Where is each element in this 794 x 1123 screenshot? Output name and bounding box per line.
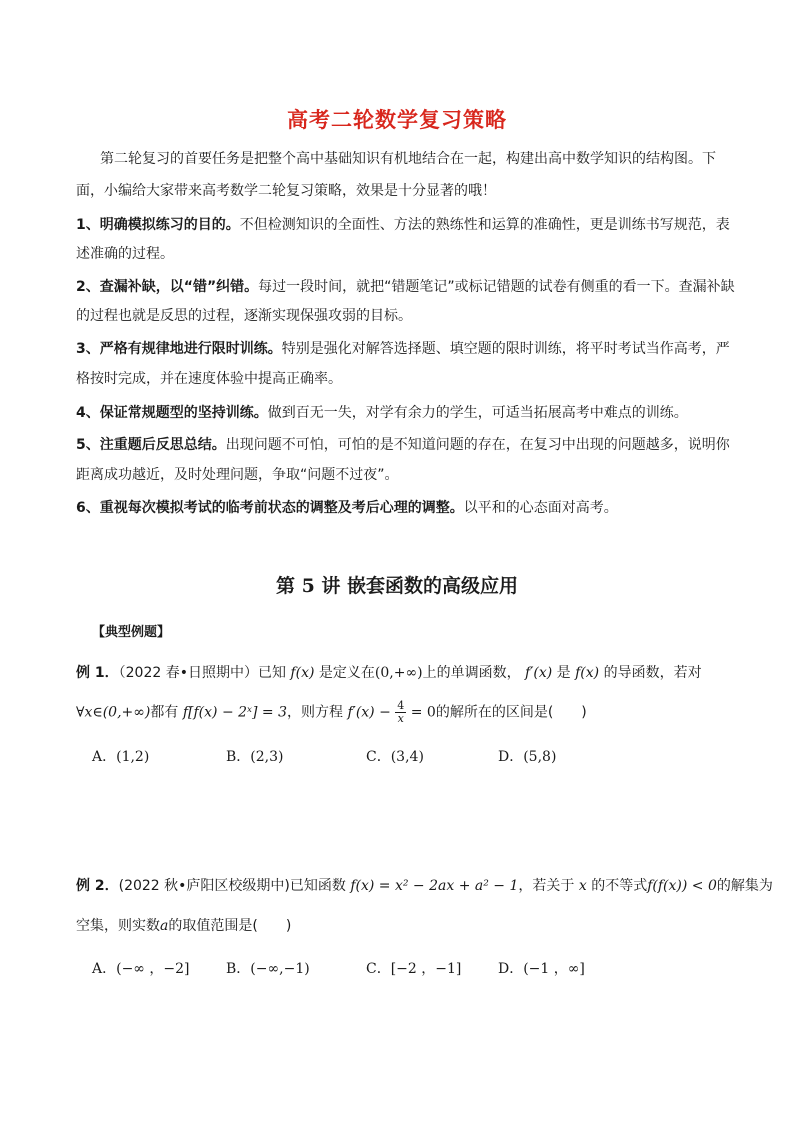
example-1-text: 的导函数，若对 — [603, 665, 702, 681]
example-1-text: 已知 — [257, 665, 286, 681]
example-2-line-1 — [76, 875, 773, 895]
example-2-text: 的不等式 — [591, 878, 648, 894]
example-1-fraction — [395, 700, 406, 725]
tip-5-lead: 5、注重题后反思总结。 — [76, 437, 226, 453]
tip-4-lead: 4、保证常规题型的坚持训练。 — [76, 405, 268, 421]
example-1-text: 上的单调函数， — [422, 665, 521, 681]
example-1-domain: (0,+∞) — [374, 665, 423, 681]
example-2-text: 的解集为 — [716, 878, 773, 894]
tip-2-text: 每过一段时间，就把“错题笔记”或标记错题的试卷有侧重的看一下。查漏补缺 — [258, 279, 735, 295]
tip-1-text: 不但检测知识的全面性、方法的熟练性和运算的准确性，更是训练书写规范，表 — [239, 217, 730, 233]
example-1-text: 都有 — [150, 704, 179, 721]
tip-5-line-2: 距离成功越近，及时处理问题，争取“问题不过夜”。 — [76, 467, 399, 483]
example-1-option-a: A．(1,2) — [92, 749, 150, 765]
example-2-function: f(x) = x² − 2ax + a² − 1 — [350, 878, 519, 894]
tip-3-line-1 — [76, 338, 730, 358]
tip-1-lead: 1、明确模拟练习的目的。 — [76, 217, 240, 233]
example-1-text: 是定义在 — [318, 665, 375, 681]
tip-4-text: 做到百无一失，对学有余力的学生，可适当拓展高考中难点的训练。 — [267, 405, 688, 421]
tip-3-line-2: 格按时完成，并在速度体验中提高正确率。 — [76, 371, 342, 387]
example-1-equation-2-right: = 0 — [410, 704, 436, 721]
example-1-option-c: C．(3,4) — [366, 749, 424, 765]
tip-4-line-1 — [76, 402, 688, 422]
tip-1-line-2: 述准确的过程。 — [76, 246, 174, 262]
tip-2-lead: 2、查漏补缺，以“错”纠错。 — [76, 279, 259, 295]
tip-6-text: 以平和的心态面对高考。 — [463, 500, 618, 516]
example-1-option-d: D．(5,8) — [498, 749, 557, 765]
tip-1-line-1 — [76, 214, 730, 234]
example-1-equation: f[f(x) − 2ˣ] = 3 — [182, 704, 287, 721]
fraction-numerator: 4 — [397, 699, 405, 712]
tip-5-text: 出现问题不可怕，可怕的是不知道问题的存在，在复习中出现的问题越多，说明你 — [225, 437, 730, 453]
example-1-line-2 — [76, 700, 587, 725]
example-2-text: 已知函数 — [289, 878, 346, 894]
tip-6-line-1 — [76, 497, 618, 517]
intro-line-2: 面，小编给大家带来高考数学二轮复习策略，效果是十分显著的哦！ — [76, 183, 496, 199]
fraction-denominator: x — [397, 712, 404, 725]
example-1-label: 例 1． — [76, 665, 119, 681]
example-1-equation-2-left: f′(x) − — [347, 704, 391, 721]
section-label: 【典型例题】 — [92, 625, 171, 640]
example-2-inequality: f(f(x)) < 0 — [647, 878, 717, 894]
example-1-text: 是 — [556, 665, 571, 681]
tip-3-text: 特别是强化对解答选择题、填空题的限时训练，将平时考试当作高考，严 — [281, 341, 730, 357]
example-2-option-c: C．[−2 ，−1] — [366, 961, 462, 977]
example-1-option-b: B．(2,3) — [226, 749, 284, 765]
page-title: 高考二轮数学复习策略 — [287, 108, 507, 132]
tip-2-line-2: 的过程也就是反思的过程，逐渐实现保强攻弱的目标。 — [76, 308, 412, 324]
example-2-text: ，若关于 — [518, 878, 575, 894]
example-1-fx: f(x) — [290, 665, 315, 681]
example-2-option-d: D．(−1 ，∞] — [498, 961, 585, 977]
tip-6-lead: 6、重视每次模拟考试的临考前状态的调整及考后心理的调整。 — [76, 500, 464, 516]
example-1-fprime: f′(x) — [525, 665, 553, 681]
example-2-source: (2022 秋•庐阳区校级期中) — [118, 878, 290, 894]
lecture-title: 第 5 讲 嵌套函数的高级应用 — [275, 575, 519, 597]
example-1-text: 的解所在的区间是( ) — [435, 704, 587, 721]
example-2-text: 空集，则实数 — [76, 918, 160, 934]
example-1-text: ，则方程 — [287, 704, 343, 721]
example-1-condition: ∀x∈(0,+∞) — [76, 704, 151, 721]
tip-2-line-1 — [76, 276, 735, 296]
example-2-variable: x — [578, 878, 587, 894]
intro-line-1: 第二轮复习的首要任务是把整个高中基础知识有机地结合在一起，构建出高中数学知识的结构图。下 — [100, 151, 716, 167]
tip-5-line-1 — [76, 434, 730, 454]
example-2-text: 的取值范围是( ) — [168, 918, 292, 934]
example-2-variable-a: a — [160, 918, 169, 934]
example-1-source: （2022 春•日照期中） — [118, 665, 258, 681]
example-1-fx-2: f(x) — [575, 665, 600, 681]
tip-3-lead: 3、严格有规律地进行限时训练。 — [76, 341, 282, 357]
example-1-line-1 — [76, 662, 702, 682]
example-2-line-2 — [76, 915, 291, 935]
example-2-option-b: B．(−∞,−1) — [226, 961, 310, 977]
example-2-option-a: A．(−∞ ，−2] — [92, 961, 190, 977]
example-2-label: 例 2． — [76, 878, 119, 894]
